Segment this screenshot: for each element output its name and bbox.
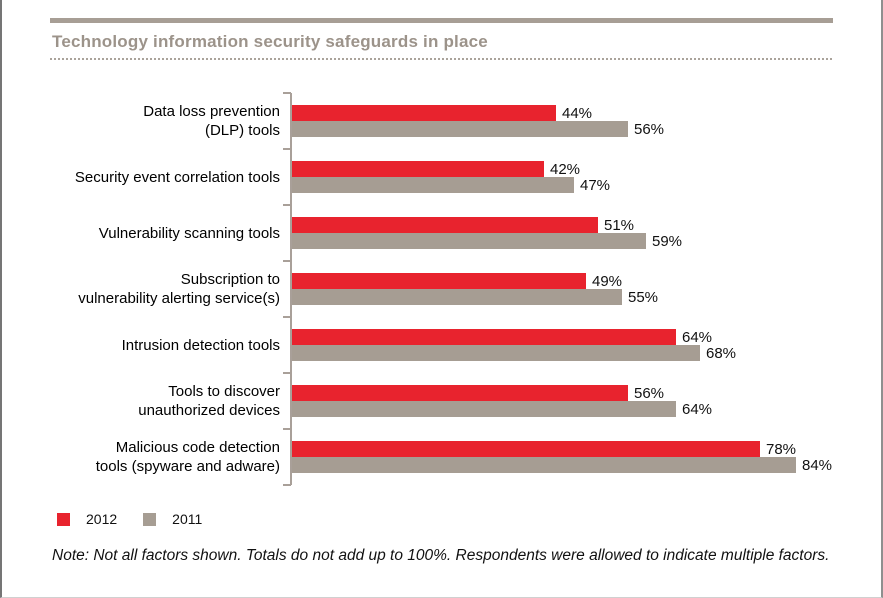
- category-label: Intrusion detection tools: [121, 336, 280, 354]
- bars-group: [290, 373, 881, 429]
- chart-row: [2, 317, 881, 373]
- bar-2012: [292, 329, 676, 345]
- bar-value-2011: 56%: [634, 120, 665, 138]
- bar-series-2011: [292, 177, 881, 193]
- bar-2012: [292, 217, 598, 233]
- bar-2012: [292, 161, 544, 177]
- legend-item-2012: [57, 511, 117, 527]
- bar-2011: [292, 457, 796, 473]
- bars-group: [290, 205, 881, 261]
- bar-series-2012: [292, 385, 881, 401]
- bar-series-2011: [292, 457, 881, 473]
- header-accent-bar: [50, 18, 833, 23]
- bar-value-2012: 64%: [682, 328, 713, 346]
- bar-chart: [2, 93, 881, 485]
- chart-row: [2, 261, 881, 317]
- category-label: Tools to discover unauthorized devices: [138, 383, 280, 419]
- category-label: Data loss prevention (DLP) tools: [143, 103, 280, 139]
- bar-series-2011: [292, 121, 881, 137]
- bar-series-2012: [292, 329, 881, 345]
- bar-value-2011: 59%: [652, 232, 683, 250]
- bar-series-2012: [292, 273, 881, 289]
- chart-legend: [57, 511, 881, 527]
- chart-rows: [2, 93, 881, 485]
- bar-2011: [292, 177, 574, 193]
- chart-row: [2, 149, 881, 205]
- bar-2012: [292, 385, 628, 401]
- bar-value-2012: 49%: [592, 272, 623, 290]
- chart-header: [50, 18, 833, 60]
- bar-series-2012: [292, 105, 881, 121]
- bar-series-2011: [292, 289, 881, 305]
- bars-group: [290, 317, 881, 373]
- category-label: Subscription to vulnerability alerting service(s): [78, 271, 280, 307]
- bar-series-2011: [292, 345, 881, 361]
- bar-2012: [292, 273, 586, 289]
- bars-group: [290, 93, 881, 149]
- chart-row: [2, 373, 881, 429]
- chart-row: [2, 205, 881, 261]
- bar-2011: [292, 289, 622, 305]
- bars-group: [290, 429, 881, 485]
- chart-row: [2, 429, 881, 485]
- bars-group: [290, 149, 881, 205]
- legend-label-2011: 2011: [172, 511, 203, 527]
- bar-2012: [292, 441, 760, 457]
- bar-value-2011: 84%: [802, 456, 833, 474]
- bar-value-2012: 56%: [634, 384, 665, 402]
- bar-value-2011: 55%: [628, 288, 659, 306]
- footnote: Note: Not all factors shown. Totals do not add up to 100%. Respondents were allowed to indicate multiple factors.: [52, 547, 830, 564]
- bar-value-2011: 68%: [706, 344, 737, 362]
- bars-group: [290, 261, 881, 317]
- bar-series-2011: [292, 401, 881, 417]
- bar-series-2012: [292, 161, 881, 177]
- legend-swatch-2012: [57, 513, 70, 526]
- bar-series-2011: [292, 233, 881, 249]
- bar-series-2012: [292, 441, 881, 457]
- bar-2011: [292, 401, 676, 417]
- bar-value-2012: 78%: [766, 440, 797, 458]
- bar-2011: [292, 233, 646, 249]
- page-title: Technology information security safeguards in place: [52, 32, 488, 51]
- bar-value-2011: 64%: [682, 400, 713, 418]
- bar-value-2012: 42%: [550, 160, 581, 178]
- bar-2011: [292, 345, 700, 361]
- bar-value-2012: 51%: [604, 216, 635, 234]
- bar-value-2011: 47%: [580, 176, 611, 194]
- legend-label-2012: 2012: [86, 511, 118, 527]
- chart-row: [2, 93, 881, 149]
- bar-series-2012: [292, 217, 881, 233]
- category-label: Security event correlation tools: [74, 168, 280, 186]
- dotted-divider: [50, 58, 833, 60]
- bar-2011: [292, 121, 628, 137]
- legend-item-2011: [143, 511, 202, 527]
- legend-swatch-2011: [143, 513, 156, 526]
- category-label: Malicious code detection tools (spyware and adware): [95, 439, 280, 475]
- bar-value-2012: 44%: [562, 104, 593, 122]
- bar-2012: [292, 105, 556, 121]
- category-label: Vulnerability scanning tools: [98, 224, 280, 242]
